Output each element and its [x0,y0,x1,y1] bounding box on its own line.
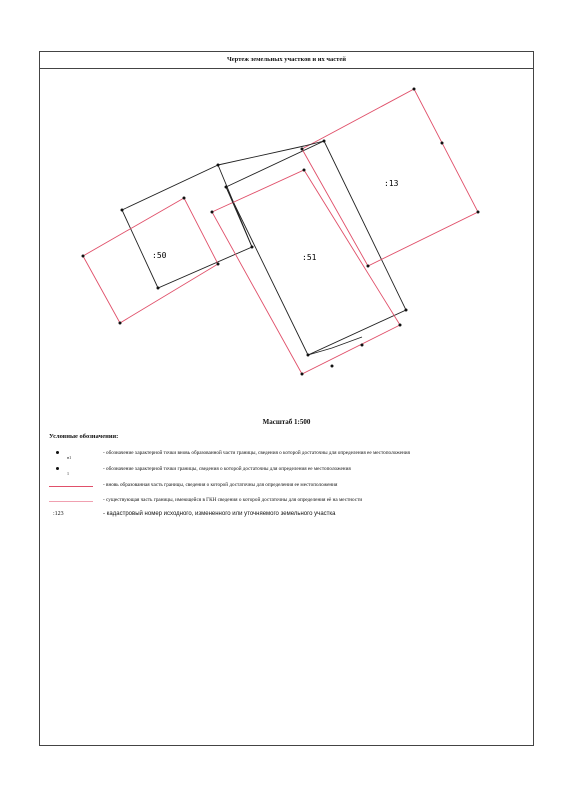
parcel-13-new-boundary [302,89,478,266]
legend-symbol [49,495,99,509]
boundary-point [82,255,85,258]
boundary-point [217,164,220,167]
boundary-point [405,309,408,312]
parcel-drawing [40,52,535,382]
thin-line-icon [49,501,93,502]
legend-item-existing-boundary [49,495,519,509]
point-dot-icon [56,451,59,454]
legend-symbol [49,509,99,523]
boundary-point [121,209,124,212]
boundary-point [157,287,160,290]
boundary-point [301,373,304,376]
boundary-point [183,197,186,200]
boundary-point [361,344,364,347]
legend-symbol [49,464,99,478]
boundary-point [217,263,220,266]
existing-boundary-link [218,141,324,165]
parcel-51-new-boundary [212,170,400,374]
boundary-point [307,354,310,357]
legend-symbol [49,480,99,494]
legend-text: - обозначение характерной точки границы, сведения о которой достаточны для определения ее местоположения [103,466,351,472]
boundary-point [399,324,402,327]
red-line-icon [49,486,93,487]
drawing-sheet [39,51,534,746]
boundary-point [477,211,480,214]
legend-symbol-label: н1 [67,455,72,460]
boundary-point [301,148,304,151]
parcel-label-51: :51 [302,253,317,262]
legend-text: - существующая часть границы, имеющейся в ГКН сведения о которой достаточны для определения её на местности [103,497,363,503]
boundary-point [323,140,326,143]
legend-text: - кадастровый номер исходного, измененного или уточняемого земельного участка [103,511,336,517]
legend-item-cadastral-number [49,509,519,529]
boundary-point [119,322,122,325]
legend-item-new-point [49,448,519,462]
legend-item-new-boundary [49,480,519,494]
boundary-points [82,88,480,376]
legend-symbol-label: 1 [67,471,69,476]
parcel-50-outline [122,165,252,288]
boundary-point [367,265,370,268]
existing-boundary-link-3 [308,337,362,355]
parcel-label-13: :13 [384,179,399,188]
legend-text: - обозначение характерной точки вновь образованной части границы, сведения о которой достаточны для определения ее местоположения [103,450,410,456]
boundary-point [211,211,214,214]
boundary-point [251,246,254,249]
sheet-title: Чертеж земельных участков и их частей [40,52,533,69]
drawing-scale: Масштаб 1:500 [262,418,311,426]
legend-title: Условные обозначения: [49,433,119,440]
legend-text: - вновь образованная часть границы, сведения о которой достаточны для определения ее местоположения [103,482,338,488]
legend-item-existing-point [49,464,519,478]
boundary-point [441,142,444,145]
parcel-label-50: :50 [152,251,167,260]
parcel-50-new-boundary [83,198,218,323]
cadastral-symbol: :123 [53,511,64,517]
boundary-point [413,88,416,91]
boundary-point [331,365,334,368]
boundary-point [303,169,306,172]
point-dot-icon [56,467,59,470]
legend-symbol [49,448,99,462]
boundary-point [225,186,228,189]
